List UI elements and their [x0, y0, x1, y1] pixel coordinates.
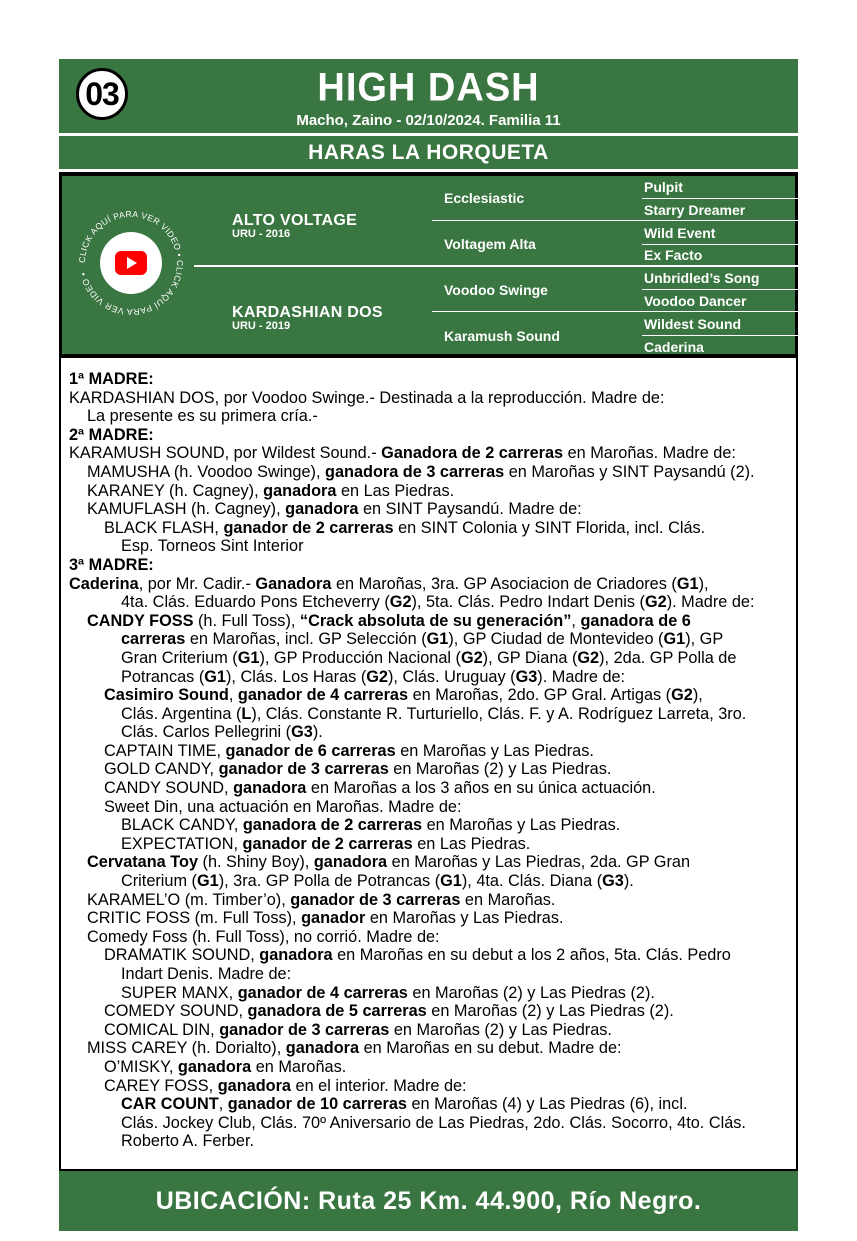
pedigree-entry: Indart Denis. Madre de: — [121, 965, 292, 983]
pedigree-entry: BLACK CANDY, ganadora de 2 carreras en Maroñas y Las Piedras. — [121, 816, 621, 835]
youtube-play-icon — [115, 251, 147, 275]
pedigree-entry: Clás. Argentina (L), Clás. Constante R. Turturiello, Clás. F. y A. Rodríguez Larreta, 3ro. — [121, 704, 747, 723]
pedigree-entry: CRITIC FOSS (m. Full Toss), ganador en Maroñas y Las Piedras. — [87, 909, 564, 928]
pedigree-gen3-2: Starry Dreamer — [644, 202, 746, 218]
pedigree-entry: Roberto A. Ferber. — [121, 1132, 255, 1151]
pedigree-entry: O’MISKY, ganadora en Maroñas. — [104, 1057, 347, 1076]
dam-line-text — [59, 358, 798, 1171]
divider — [642, 335, 798, 336]
sire — [232, 213, 357, 240]
dam-origin-year: URU - 2019 — [232, 320, 291, 332]
divider — [194, 265, 798, 267]
pedigree-gen3-8: Caderina — [644, 339, 704, 355]
pedigree-entry: DRAMATIK SOUND, ganadora en Maroñas en su debut a los 2 años, 5ta. Clás. Pedro — [104, 946, 731, 965]
pedigree-entry: KARAMEL’O (m. Timber’o), ganador de 3 carreras en Maroñas. — [87, 890, 556, 909]
pedigree-entry: MISS CAREY (h. Dorialto), ganadora en Maroñas en su debut. Madre de: — [87, 1039, 622, 1058]
pedigree-entry: 4ta. Clás. Eduardo Pons Etcheverry (G2), 5ta. Clás. Pedro Indart Denis (G2). Madre de: — [121, 593, 755, 612]
pedigree-gen3-4: Ex Facto — [644, 247, 703, 263]
pedigree-entry: Potrancas (G1), Clás. Los Haras (G2), Clás. Uruguay (G3). Madre de: — [121, 667, 626, 686]
pedigree-entry: KAMUFLASH (h. Cagney), ganadora en SINT Paysandú. Madre de: — [87, 500, 582, 519]
pedigree-entry: Sweet Din, una actuación en Maroñas. Madre de: — [104, 797, 462, 816]
horse-details: Macho, Zaino - 02/10/2024. Familia 11 — [296, 112, 561, 129]
divider — [642, 289, 798, 290]
pedigree-table — [59, 176, 798, 354]
pedigree-entry: Comedy Foss (h. Full Toss), no corrió. Madre de: — [87, 927, 440, 946]
divider — [642, 198, 798, 199]
pedigree-entry: KARANEY (h. Cagney), ganadora en Las Piedras. — [87, 481, 455, 500]
pedigree-entry: Cervatana Toy (h. Shiny Boy), ganadora en Maroñas y Las Piedras, 2da. GP Gran — [87, 853, 690, 872]
pedigree-gen3-3: Wild Event — [644, 225, 716, 241]
section-heading: 2ª MADRE: — [69, 425, 154, 444]
video-button[interactable] — [76, 206, 186, 321]
lot-number-badge: 03 — [76, 68, 128, 120]
pedigree-gen3-7: Wildest Sound — [644, 316, 742, 332]
header-banner — [59, 59, 798, 133]
pedigree-entry: CAPTAIN TIME, ganador de 6 carreras en Maroñas y Las Piedras. — [104, 741, 594, 760]
pedigree-entry: Clás. Jockey Club, Clás. 70º Aniversario de Las Piedras, 2do. Clás. Socorro, 4to. Clás. — [121, 1113, 746, 1132]
pedigree-gen2-4: Karamush Sound — [444, 328, 560, 344]
pedigree-entry: EXPECTATION, ganador de 2 carreras en Las Piedras. — [121, 834, 531, 853]
sire-name: ALTO VOLTAGE — [232, 212, 358, 229]
divider — [432, 311, 798, 312]
breeder-banner: HARAS LA HORQUETA — [59, 136, 798, 169]
pedigree-entry: La presente es su primera cría.- — [87, 407, 318, 426]
dam-name: KARDASHIAN DOS — [232, 304, 383, 321]
pedigree-entry: BLACK FLASH, ganador de 2 carreras en SINT Colonia y SINT Florida, incl. Clás. — [104, 518, 706, 537]
pedigree-entry: COMEDY SOUND, ganadora de 5 carreras en Maroñas (2) y Las Piedras (2). — [104, 1002, 674, 1021]
video-ring-text: CLICK AQUÍ PARA VER VIDEO • CLICK AQUÍ PARA VER VIDEO • — [76, 208, 186, 318]
catalog-page — [59, 59, 798, 1231]
sire-origin-year: URU - 2016 — [232, 228, 291, 240]
pedigree-gen2-3: Voodoo Swinge — [444, 282, 548, 298]
section-heading: 1ª MADRE: — [69, 370, 154, 388]
pedigree-entry: SUPER MANX, ganador de 4 carreras en Maroñas (2) y Las Piedras (2). — [121, 983, 655, 1002]
divider — [642, 244, 798, 245]
pedigree-entry: CANDY FOSS (h. Full Toss), “Crack absoluta de su generación”, ganadora de 6 — [87, 611, 691, 630]
dam — [232, 305, 383, 332]
section-heading: 3ª MADRE: — [69, 555, 154, 574]
pedigree-entry: Caderina, por Mr. Cadir.- Ganadora en Maroñas, 3ra. GP Asociacion de Criadores (G1), — [69, 574, 709, 593]
pedigree-entry: CAREY FOSS, ganadora en el interior. Madre de: — [104, 1076, 467, 1095]
pedigree-gen2-2: Voltagem Alta — [444, 236, 536, 252]
pedigree-gen3-5: Unbridled’s Song — [644, 270, 760, 286]
horse-name: HIGH DASH — [317, 65, 540, 111]
video-badge[interactable] — [76, 206, 186, 321]
pedigree-entry: Casimiro Sound, ganador de 4 carreras en Maroñas, 2do. GP Gral. Artigas (G2), — [104, 686, 703, 705]
pedigree-entry: Clás. Carlos Pellegrini (G3). — [121, 723, 323, 742]
pedigree-entry: CAR COUNT, ganador de 10 carreras en Maroñas (4) y Las Piedras (6), incl. — [121, 1095, 688, 1114]
pedigree-entry: KARDASHIAN DOS, por Voodoo Swinge.- Destinada a la reproducción. Madre de: — [69, 388, 665, 407]
location-banner: UBICACIÓN: Ruta 25 Km. 44.900, Río Negro. — [59, 1171, 798, 1231]
pedigree-entry: carreras en Maroñas, incl. GP Selección (G1), GP Ciudad de Montevideo (G1), GP — [121, 630, 724, 649]
pedigree-entry: Gran Criterium (G1), GP Producción Nacional (G2), GP Diana (G2), 2da. GP Polla de — [121, 648, 737, 667]
pedigree-gen3-6: Voodoo Dancer — [644, 293, 747, 309]
pedigree-entry: MAMUSHA (h. Voodoo Swinge), ganadora de 3 carreras en Maroñas y SINT Paysandú (2). — [87, 462, 755, 481]
divider — [432, 220, 798, 221]
pedigree-entry: Esp. Torneos Sint Interior — [121, 537, 304, 556]
pedigree-entry: Criterium (G1), 3ra. GP Polla de Potrancas (G1), 4ta. Clás. Diana (G3). — [121, 872, 634, 891]
pedigree-entry: GOLD CANDY, ganador de 3 carreras en Maroñas (2) y Las Piedras. — [104, 760, 612, 779]
pedigree-gen3-1: Pulpit — [644, 179, 683, 195]
pedigree-entry: COMICAL DIN, ganador de 3 carreras en Maroñas (2) y Las Piedras. — [104, 1020, 612, 1039]
pedigree-gen2-1: Ecclesiastic — [444, 190, 525, 206]
pedigree-entry: CANDY SOUND, ganadora en Maroñas a los 3 años en su única actuación. — [104, 779, 656, 798]
pedigree-entry: KARAMUSH SOUND, por Wildest Sound.- Ganadora de 2 carreras en Maroñas. Madre de: — [69, 444, 736, 463]
